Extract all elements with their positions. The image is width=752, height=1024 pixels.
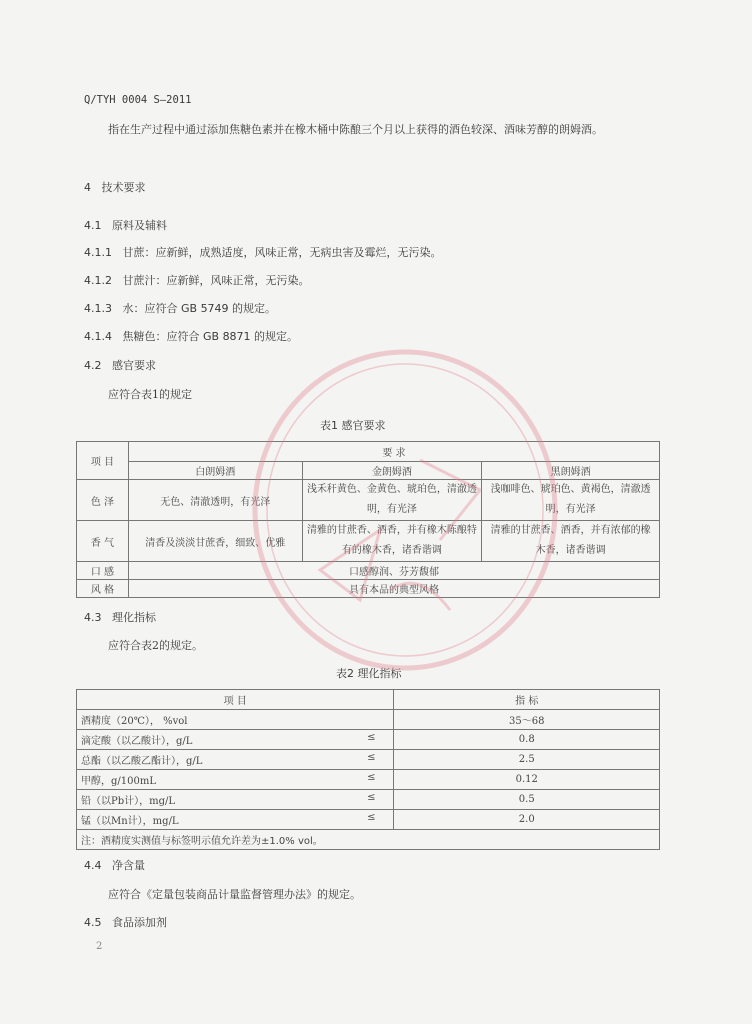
table-row — [77, 580, 660, 598]
section-number: 4.4 — [84, 859, 102, 872]
table2-item-cell — [77, 790, 394, 810]
section-4-4-text: 应符合《定量包装商品计量监督管理办法》的规定。 — [108, 888, 361, 901]
intro-paragraph: 指在生产过程中通过添加焦糖色素并在橡木桶中陈酿三个月以上获得的酒色较深、酒味芳醇的朗姆酒。 — [108, 123, 603, 136]
table2-caption: 表2 理化指标 — [336, 667, 402, 680]
table1-cell: 香 气 — [77, 521, 129, 562]
table2-item-cell — [77, 770, 394, 790]
table2-item-label: 甲醇，g/100mL — [81, 776, 156, 787]
table-row — [77, 810, 660, 830]
table2-value-cell: 2.5 — [394, 750, 660, 770]
table1-caption: 表1 感官要求 — [320, 419, 386, 432]
table1-header-item: 项 目 — [77, 442, 129, 480]
table1-cell: 口 感 — [77, 562, 129, 580]
table2-item-cell — [77, 730, 394, 750]
table2-operator: ≤ — [367, 812, 376, 823]
sensory-table — [76, 441, 660, 598]
table2-header-index: 指 标 — [394, 690, 660, 710]
section-number: 4 — [84, 181, 91, 194]
table2-value-cell: 0.12 — [394, 770, 660, 790]
section-title: 食品添加剂 — [112, 916, 167, 929]
table1-header-requirement: 要 求 — [128, 442, 659, 462]
clause-number: 4.1.3 — [84, 302, 112, 315]
section-number: 4.1 — [84, 219, 102, 232]
table2-value-cell: 2.0 — [394, 810, 660, 830]
table2-value-cell: 35～68 — [394, 710, 660, 730]
standard-code: Q/TYH 0004 S—2011 — [84, 94, 192, 106]
table2-item-cell — [77, 750, 394, 770]
section-4-heading — [84, 179, 146, 195]
section-title: 技术要求 — [101, 181, 146, 194]
clause-number: 4.1.1 — [84, 246, 112, 259]
clause-text: 焦糖色：应符合 GB 8871 的规定。 — [122, 330, 299, 343]
section-4-2-heading — [84, 357, 156, 373]
section-title: 感官要求 — [112, 359, 156, 372]
table2-item-cell — [77, 810, 394, 830]
section-title: 原料及辅料 — [112, 219, 167, 232]
table1-cell: 风 格 — [77, 580, 129, 598]
clause-text: 水：应符合 GB 5749 的规定。 — [122, 302, 277, 315]
table1-subheader-dark: 黑朗姆酒 — [482, 462, 660, 480]
table2-header-item: 项 目 — [77, 690, 394, 710]
section-4-3-heading — [84, 609, 156, 625]
table-row — [77, 562, 660, 580]
section-number: 4.2 — [84, 359, 102, 372]
table2-item-label: 滴定酸（以乙酸计），g/L — [81, 736, 193, 747]
section-4-5-heading — [84, 914, 167, 930]
table2-value-cell: 0.5 — [394, 790, 660, 810]
table-row — [77, 750, 660, 770]
table-row — [77, 480, 660, 521]
clause-4-1-3 — [84, 300, 276, 316]
table1-cell: 清香及淡淡甘蔗香，细致、优雅 — [128, 521, 302, 562]
physicochemical-table — [76, 689, 660, 850]
table1-cell: 清雅的甘蔗香、酒香，并有橡木陈酿特有的橡木香，诸香谐调 — [302, 521, 482, 562]
table-row — [77, 730, 660, 750]
clause-number: 4.1.4 — [84, 330, 112, 343]
table-row — [77, 770, 660, 790]
clause-text: 甘蔗：应新鲜，成熟适度，风味正常，无病虫害及霉烂，无污染。 — [122, 246, 442, 259]
section-title: 净含量 — [112, 859, 145, 872]
table-row — [77, 830, 660, 850]
table-row — [77, 710, 660, 730]
clause-4-1-1 — [84, 244, 442, 260]
table2-item-label: 铅（以Pb计），mg/L — [81, 796, 176, 807]
page-number: 2 — [96, 941, 103, 952]
table2-operator: ≤ — [367, 792, 376, 803]
table2-operator: ≤ — [367, 772, 376, 783]
table2-value-cell: 0.8 — [394, 730, 660, 750]
table-row — [77, 521, 660, 562]
clause-4-1-2 — [84, 272, 310, 288]
table1-cell: 口感醇润、芬芳馥郁 — [128, 562, 659, 580]
table1-cell: 浅咖啡色、琥珀色、黄褐色，清澈透明，有光泽 — [482, 480, 660, 521]
table2-operator: ≤ — [367, 732, 376, 743]
section-number: 4.5 — [84, 916, 102, 929]
table1-subheader-gold: 金朗姆酒 — [302, 462, 482, 480]
section-4-3-text: 应符合表2的规定。 — [108, 639, 203, 652]
section-4-2-text: 应符合表1的规定 — [108, 388, 192, 401]
section-title: 理化指标 — [112, 611, 156, 624]
clause-number: 4.1.2 — [84, 274, 112, 287]
table1-cell: 具有本品的典型风格 — [128, 580, 659, 598]
section-number: 4.3 — [84, 611, 102, 624]
table2-operator: ≤ — [367, 752, 376, 763]
table1-cell: 无色、清澈透明，有光泽 — [128, 480, 302, 521]
table2-item-label: 锰（以Mn计），mg/L — [81, 816, 179, 827]
section-4-1-heading — [84, 217, 167, 233]
clause-4-1-4 — [84, 328, 298, 344]
table-row — [77, 790, 660, 810]
table1-cell: 色 泽 — [77, 480, 129, 521]
table2-item-cell — [77, 710, 394, 730]
table1-cell: 浅禾秆黄色、金黄色、琥珀色，清澈透明，有光泽 — [302, 480, 482, 521]
table2-item-label: 酒精度（20℃）， %vol — [81, 716, 188, 727]
table1-subheader-white: 白朗姆酒 — [128, 462, 302, 480]
table2-note: 注：酒精度实测值与标签明示值允许差为±1.0% vol。 — [77, 830, 660, 850]
table1-cell: 清雅的甘蔗香、酒香，并有浓郁的橡木香，诸香谐调 — [482, 521, 660, 562]
table2-item-label: 总酯（以乙酸乙酯计），g/L — [81, 756, 203, 767]
clause-text: 甘蔗汁：应新鲜，风味正常，无污染。 — [122, 274, 310, 287]
section-4-4-heading — [84, 857, 145, 873]
